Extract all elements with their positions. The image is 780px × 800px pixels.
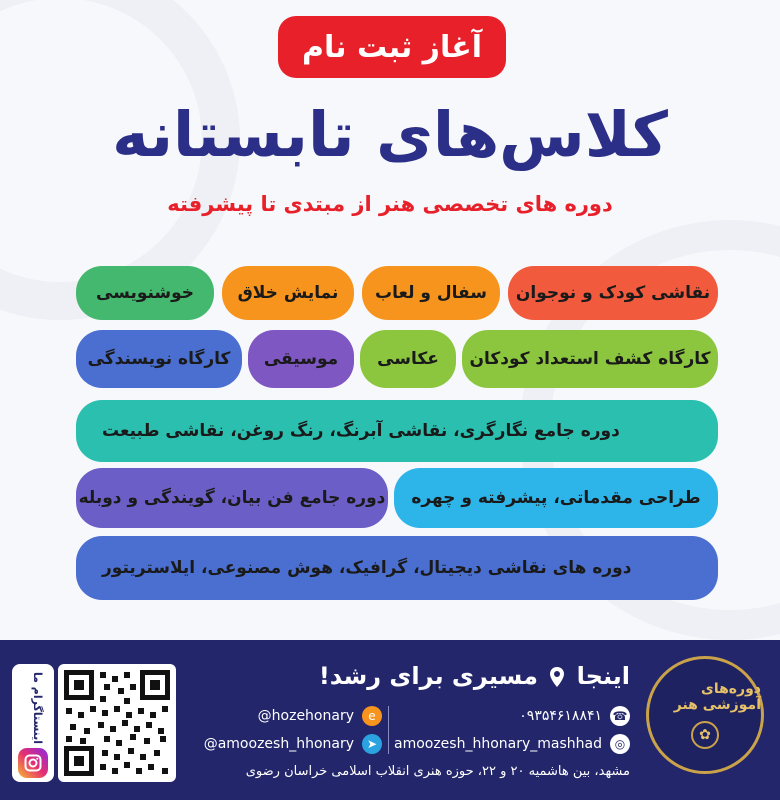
phone-number[interactable]: ۰۹۳۵۴۶۱۸۸۴۱ <box>519 708 602 724</box>
eitaa-handle[interactable]: @hozehonary <box>257 708 354 724</box>
course-pill: کارگاه نویسندگی <box>76 330 242 388</box>
course-pill: دوره جامع نگارگری، نقاشی آبرنگ، رنگ روغن، نقاشی طبیعت <box>76 400 718 462</box>
tagline-part1: اینجا <box>576 662 630 690</box>
qr-side-label: اینستاگرام ما <box>31 671 44 745</box>
location-pin-icon <box>550 667 564 687</box>
eitaa-contact[interactable] <box>206 704 382 728</box>
course-pill: دوره های نقاشی دیجیتال، گرافیک، هوش مصنوعی، ایلاستریتور <box>76 536 718 600</box>
instagram-icon: ◎ <box>610 734 630 754</box>
instagram-icon[interactable] <box>18 748 48 778</box>
course-pill: دوره جامع فن بیان، گویندگی و دوبله <box>76 468 388 528</box>
course-pill: موسیقی <box>248 330 354 388</box>
page-subtitle: دوره های تخصصی هنر از مبتدی تا پیشرفته <box>167 192 613 216</box>
course-pill: کارگاه کشف استعداد کودکان <box>462 330 718 388</box>
course-pill: سفال و لعاب <box>362 266 500 320</box>
telegram-contact[interactable] <box>196 732 382 756</box>
telegram-handle[interactable]: @amoozesh_hhonary <box>203 736 354 752</box>
address: مشهد، بین هاشمیه ۲۰ و ۲۲، حوزه هنری انقلاب اسلامی خراسان رضوی <box>245 764 630 779</box>
institution-logo <box>646 656 764 774</box>
course-pill: طراحی مقدماتی، پیشرفته و چهره <box>394 468 718 528</box>
divider <box>388 706 389 754</box>
phone-icon: ☎ <box>610 706 630 726</box>
course-pill: نمایش خلاق <box>222 266 354 320</box>
instagram-handle[interactable]: amoozesh_hhonary_mashhad <box>393 736 602 752</box>
instagram-contact[interactable] <box>393 732 630 756</box>
registration-badge: آغاز ثبت نام <box>278 16 506 78</box>
eitaa-icon: e <box>362 706 382 726</box>
tagline-part2: مسیری برای رشد! <box>318 662 538 690</box>
qr-code[interactable] <box>58 664 176 782</box>
tagline <box>200 656 630 696</box>
telegram-icon: ➤ <box>362 734 382 754</box>
course-pill: عکاسی <box>360 330 456 388</box>
emblem-icon: ✿ <box>691 721 719 749</box>
page-title: کلاس‌های تابستانه <box>112 98 668 171</box>
qr-code-graphic <box>64 670 170 776</box>
logo-text: دوره‌های آموزشی هنر <box>673 681 761 713</box>
course-pill: خوشنویسی <box>76 266 214 320</box>
course-pill: نقاشی کودک و نوجوان <box>508 266 718 320</box>
phone-contact[interactable] <box>420 704 630 728</box>
